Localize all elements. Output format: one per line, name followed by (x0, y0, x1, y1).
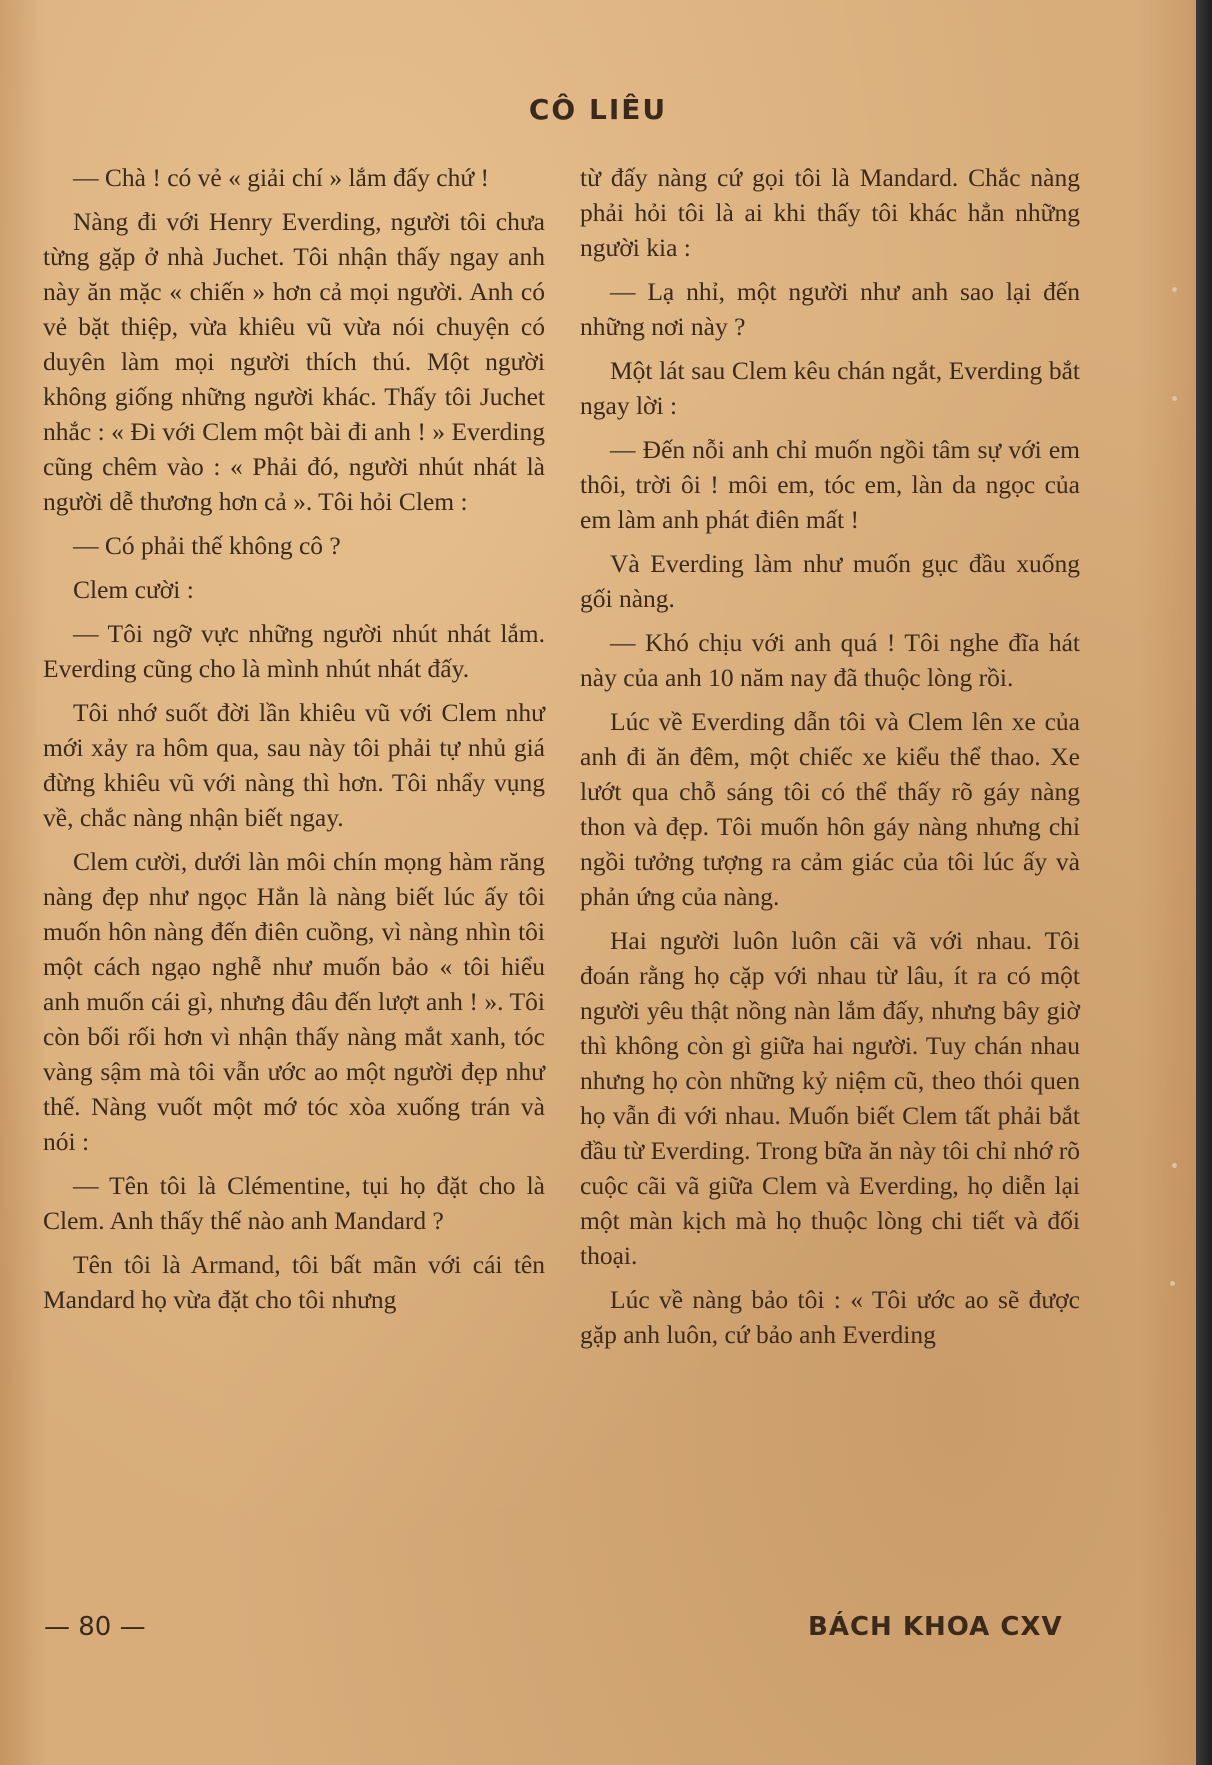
paragraph: Một lát sau Clem kêu chán ngắt, Everding bắt ngay lời : (580, 356, 1080, 420)
paper-speck (1170, 1281, 1175, 1286)
right-text-column (580, 160, 1080, 1361)
paragraph: từ đấy nàng cứ gọi tôi là Mandard. Chắc nàng phải hỏi tôi là ai khi thấy tôi khác hẳn những người kia : (580, 163, 1080, 262)
paragraph: Lúc về nàng bảo tôi : « Tôi ước ao sẽ được gặp anh luôn, cứ bảo anh Everding (580, 1285, 1080, 1349)
left-text-column (43, 160, 545, 1326)
paragraph: Clem cười : (73, 575, 194, 604)
paragraph: — Chà ! có vẻ « giải chí » lắm đấy chứ ! (73, 163, 490, 192)
paragraph: Nàng đi với Henry Everding, người tôi chưa từng gặp ở nhà Juchet. Tôi nhận thấy ngay anh này ăn mặc « chiến » hơn cả mọi người. Anh có vẻ bặt thiệp, vừa khiêu vũ vừa nói chuyện có duyên làm mọi người thích thú. Một người không giống những người khác. Thấy tôi Juchet nhắc : « Đi với Clem một bài đi anh ! » Everding cũng chêm vào : « Phải đó, người nhút nhát là người dễ thương hơn cả ». Tôi hỏi Clem : (43, 207, 545, 516)
paragraph: — Có phải thế không cô ? (73, 531, 341, 560)
paragraph: Hai người luôn luôn cãi vã với nhau. Tôi đoán rằng họ cặp với nhau từ lâu, ít ra có một người yêu thật nồng nàn lắm đấy, nhưng bây giờ thì không còn gì giữa hai người. Tuy chán nhau nhưng họ còn những kỷ niệm cũ, theo thói quen họ vẫn đi với nhau. Muốn biết Clem tất phải bắt đầu từ Everding. Trong bữa ăn này tôi chỉ nhớ rõ cuộc cãi vã giữa Clem và Everding, họ diễn lại một màn kịch mà họ thuộc lòng chi tiết và đối thoại. (580, 926, 1080, 1270)
paragraph: Tên tôi là Armand, tôi bất mãn với cái tên Mandard họ vừa đặt cho tôi nhưng (43, 1250, 545, 1314)
paragraph: — Khó chịu với anh quá ! Tôi nghe đĩa hát này của anh 10 năm nay đã thuộc lòng rồi. (580, 628, 1080, 692)
paragraph: Clem cười, dưới làn môi chín mọng hàm răng nàng đẹp như ngọc Hẳn là nàng biết lúc ấy tôi muốn hôn nàng đến điên cuồng, vì nàng nhìn tôi một cách ngạo nghễ như muốn bảo « tôi hiểu anh muốn cái gì, nhưng đâu đến lượt anh ! ». Tôi còn bối rối hơn vì nhận thấy nàng mắt xanh, tóc vàng sậm mà tôi vẫn ước ao một người đẹp như thế. Nàng vuốt một mớ tóc xòa xuống trán và nói : (43, 847, 545, 1156)
paper-speck (1172, 287, 1177, 292)
paragraph: Và Everding làm như muốn gục đầu xuống gối nàng. (580, 549, 1080, 613)
scan-edge (1196, 0, 1212, 1765)
journal-name: BÁCH KHOA CXV (808, 1612, 1063, 1642)
paragraph: — Tôi ngỡ vực những người nhút nhát lắm. Everding cũng cho là mình nhút nhát đấy. (43, 619, 545, 683)
paragraph: — Tên tôi là Clémentine, tụi họ đặt cho là Clem. Anh thấy thế nào anh Mandard ? (43, 1171, 545, 1235)
paragraph: — Lạ nhỉ, một người như anh sao lại đến những nơi này ? (580, 277, 1080, 341)
paragraph: Lúc về Everding dẫn tôi và Clem lên xe của anh đi ăn đêm, một chiếc xe kiểu thể thao. Xe lướt qua chỗ sáng tôi có thể thấy rõ gáy nàng thon và đẹp. Tôi muốn hôn gáy nàng nhưng chỉ ngồi tưởng tượng ra cảm giác của tôi lúc ấy và phản ứng của nàng. (580, 707, 1080, 911)
paper-speck (1172, 1163, 1177, 1168)
paragraph: Tôi nhớ suốt đời lần khiêu vũ với Clem như mới xảy ra hôm qua, sau này tôi phải tự nhủ giá đừng khiêu vũ với nàng thì hơn. Tôi nhẩy vụng về, chắc nàng nhận biết ngay. (43, 698, 545, 832)
page-number: — 80 — (44, 1612, 146, 1642)
running-head: CÔ LIÊU (528, 93, 668, 126)
paragraph: — Đến nỗi anh chỉ muốn ngồi tâm sự với em thôi, trời ôi ! môi em, tóc em, làn da ngọc của em làm anh phát điên mất ! (580, 435, 1080, 534)
paper-speck (1172, 396, 1177, 401)
